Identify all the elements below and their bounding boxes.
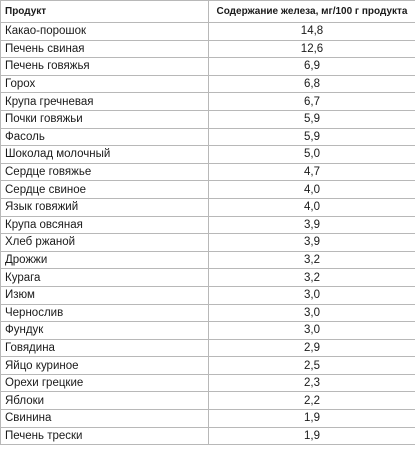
table-row — [1, 322, 415, 340]
cell-product-name: Дрожжи — [1, 251, 209, 269]
cell-iron-value: 12,6 — [209, 40, 415, 58]
cell-product-name: Шоколад молочный — [1, 146, 209, 164]
cell-product-name: Фасоль — [1, 128, 209, 146]
cell-product-name: Сердце свиное — [1, 181, 209, 199]
cell-product-name: Хлеб ржаной — [1, 234, 209, 252]
cell-product-name: Яйцо куриное — [1, 357, 209, 375]
cell-product-name: Печень говяжья — [1, 58, 209, 76]
cell-iron-value: 3,2 — [209, 251, 415, 269]
cell-iron-value: 3,0 — [209, 304, 415, 322]
cell-iron-value: 6,8 — [209, 75, 415, 93]
cell-product-name: Орехи грецкие — [1, 374, 209, 392]
cell-iron-value: 2,5 — [209, 357, 415, 375]
cell-iron-value: 3,0 — [209, 286, 415, 304]
cell-iron-value: 1,9 — [209, 427, 415, 445]
table-row — [1, 146, 415, 164]
cell-iron-value: 1,9 — [209, 410, 415, 428]
table-row — [1, 286, 415, 304]
table-row — [1, 410, 415, 428]
table-row — [1, 58, 415, 76]
cell-iron-value: 3,0 — [209, 322, 415, 340]
cell-iron-value: 5,9 — [209, 110, 415, 128]
header-product: Продукт — [1, 1, 209, 23]
cell-product-name: Изюм — [1, 286, 209, 304]
cell-product-name: Крупа овсяная — [1, 216, 209, 234]
header-iron-content: Содержание железа, мг/100 г продукта — [209, 1, 415, 23]
cell-iron-value: 3,9 — [209, 234, 415, 252]
cell-product-name: Говядина — [1, 339, 209, 357]
table-row — [1, 198, 415, 216]
cell-iron-value: 5,9 — [209, 128, 415, 146]
cell-iron-value: 3,9 — [209, 216, 415, 234]
cell-product-name: Горох — [1, 75, 209, 93]
cell-product-name: Курага — [1, 269, 209, 287]
table-row — [1, 110, 415, 128]
cell-product-name: Какао-порошок — [1, 23, 209, 41]
table-body — [1, 23, 415, 445]
cell-iron-value: 2,3 — [209, 374, 415, 392]
table-row — [1, 392, 415, 410]
cell-product-name: Яблоки — [1, 392, 209, 410]
table-row — [1, 269, 415, 287]
table-row — [1, 40, 415, 58]
cell-product-name: Чернослив — [1, 304, 209, 322]
table-row — [1, 304, 415, 322]
table-row — [1, 251, 415, 269]
table-row — [1, 427, 415, 445]
cell-iron-value: 5,0 — [209, 146, 415, 164]
table-row — [1, 216, 415, 234]
cell-iron-value: 3,2 — [209, 269, 415, 287]
cell-iron-value: 6,7 — [209, 93, 415, 111]
table-row — [1, 128, 415, 146]
table-row — [1, 357, 415, 375]
cell-iron-value: 4,0 — [209, 181, 415, 199]
cell-iron-value: 4,0 — [209, 198, 415, 216]
table-row — [1, 75, 415, 93]
cell-product-name: Фундук — [1, 322, 209, 340]
table-row — [1, 93, 415, 111]
table-row — [1, 23, 415, 41]
cell-iron-value: 2,2 — [209, 392, 415, 410]
table-row — [1, 339, 415, 357]
table-row — [1, 181, 415, 199]
cell-product-name: Язык говяжий — [1, 198, 209, 216]
cell-iron-value: 2,9 — [209, 339, 415, 357]
cell-iron-value: 4,7 — [209, 163, 415, 181]
cell-product-name: Почки говяжьи — [1, 110, 209, 128]
cell-product-name: Сердце говяжье — [1, 163, 209, 181]
table-row — [1, 234, 415, 252]
cell-product-name: Крупа гречневая — [1, 93, 209, 111]
cell-product-name: Свинина — [1, 410, 209, 428]
table-row — [1, 374, 415, 392]
cell-product-name: Печень трески — [1, 427, 209, 445]
cell-product-name: Печень свиная — [1, 40, 209, 58]
cell-iron-value: 6,9 — [209, 58, 415, 76]
table-row — [1, 163, 415, 181]
cell-iron-value: 14,8 — [209, 23, 415, 41]
table-header-row — [1, 1, 415, 23]
